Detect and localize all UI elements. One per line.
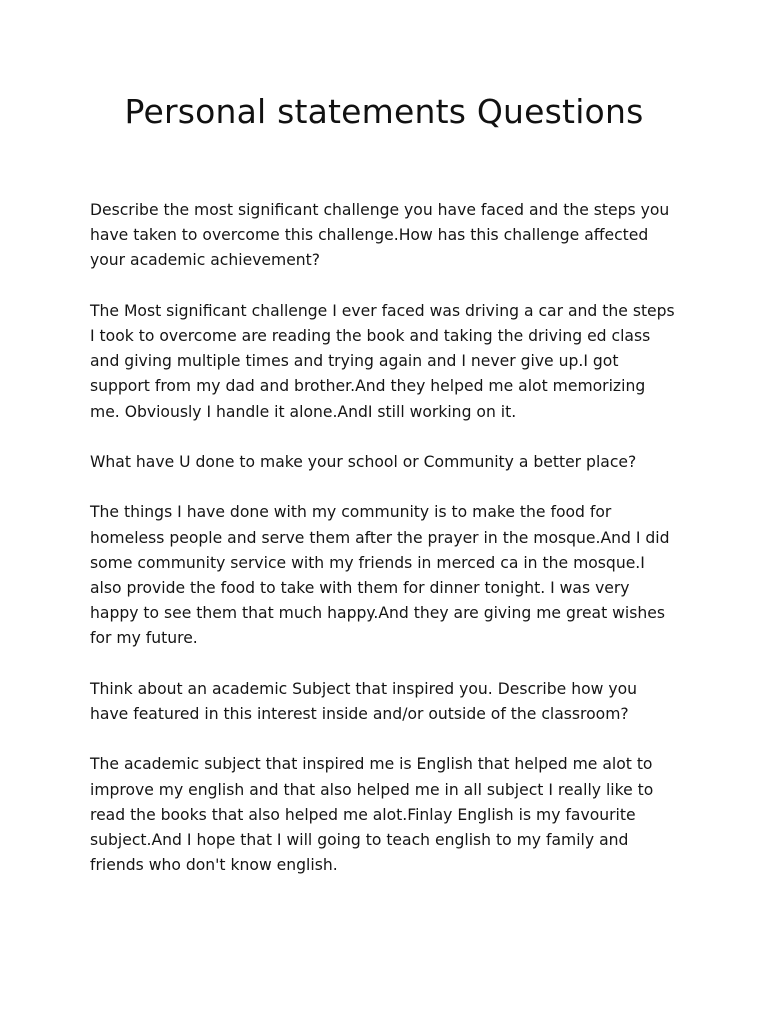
question-1: Describe the most significant challenge you have faced and the steps you have taken to overcome this challenge.How has this challenge affected your academic achievement? bbox=[90, 201, 670, 270]
document-body bbox=[90, 198, 675, 904]
page-title: Personal statements Questions bbox=[124, 92, 644, 131]
question-2: What have U done to make your school or Community a better place? bbox=[90, 453, 637, 471]
answer-2: The things I have done with my community is to make the food for homeless people and serve them after the prayer in the mosque.And I did some community service with my friends in merced ca in the mosque.I also provide the food to take with them for dinner tonight. I was very happy to see them that much happy.And they are giving me great wishes for my future. bbox=[90, 503, 670, 648]
question-3: Think about an academic Subject that inspired you. Describe how you have featured in this interest inside and/or outside of the classroom? bbox=[90, 679, 637, 723]
answer-1: The Most significant challenge I ever faced was driving a car and the steps I took to overcome are reading the book and taking the driving ed class and giving multiple times and trying again and I never give up.I got support from my dad and brother.And they helped me alot memorizing me. Obviously I handle it alone.AndI still working on it. bbox=[90, 301, 675, 421]
answer-3: The academic subject that inspired me is English that helped me alot to improve my english and that also helped me in all subject I really like to read the books that also helped me alot.Finlay English is my favourite subject.And I hope that I will going to teach english to my family and friends who don't know english. bbox=[90, 755, 654, 875]
